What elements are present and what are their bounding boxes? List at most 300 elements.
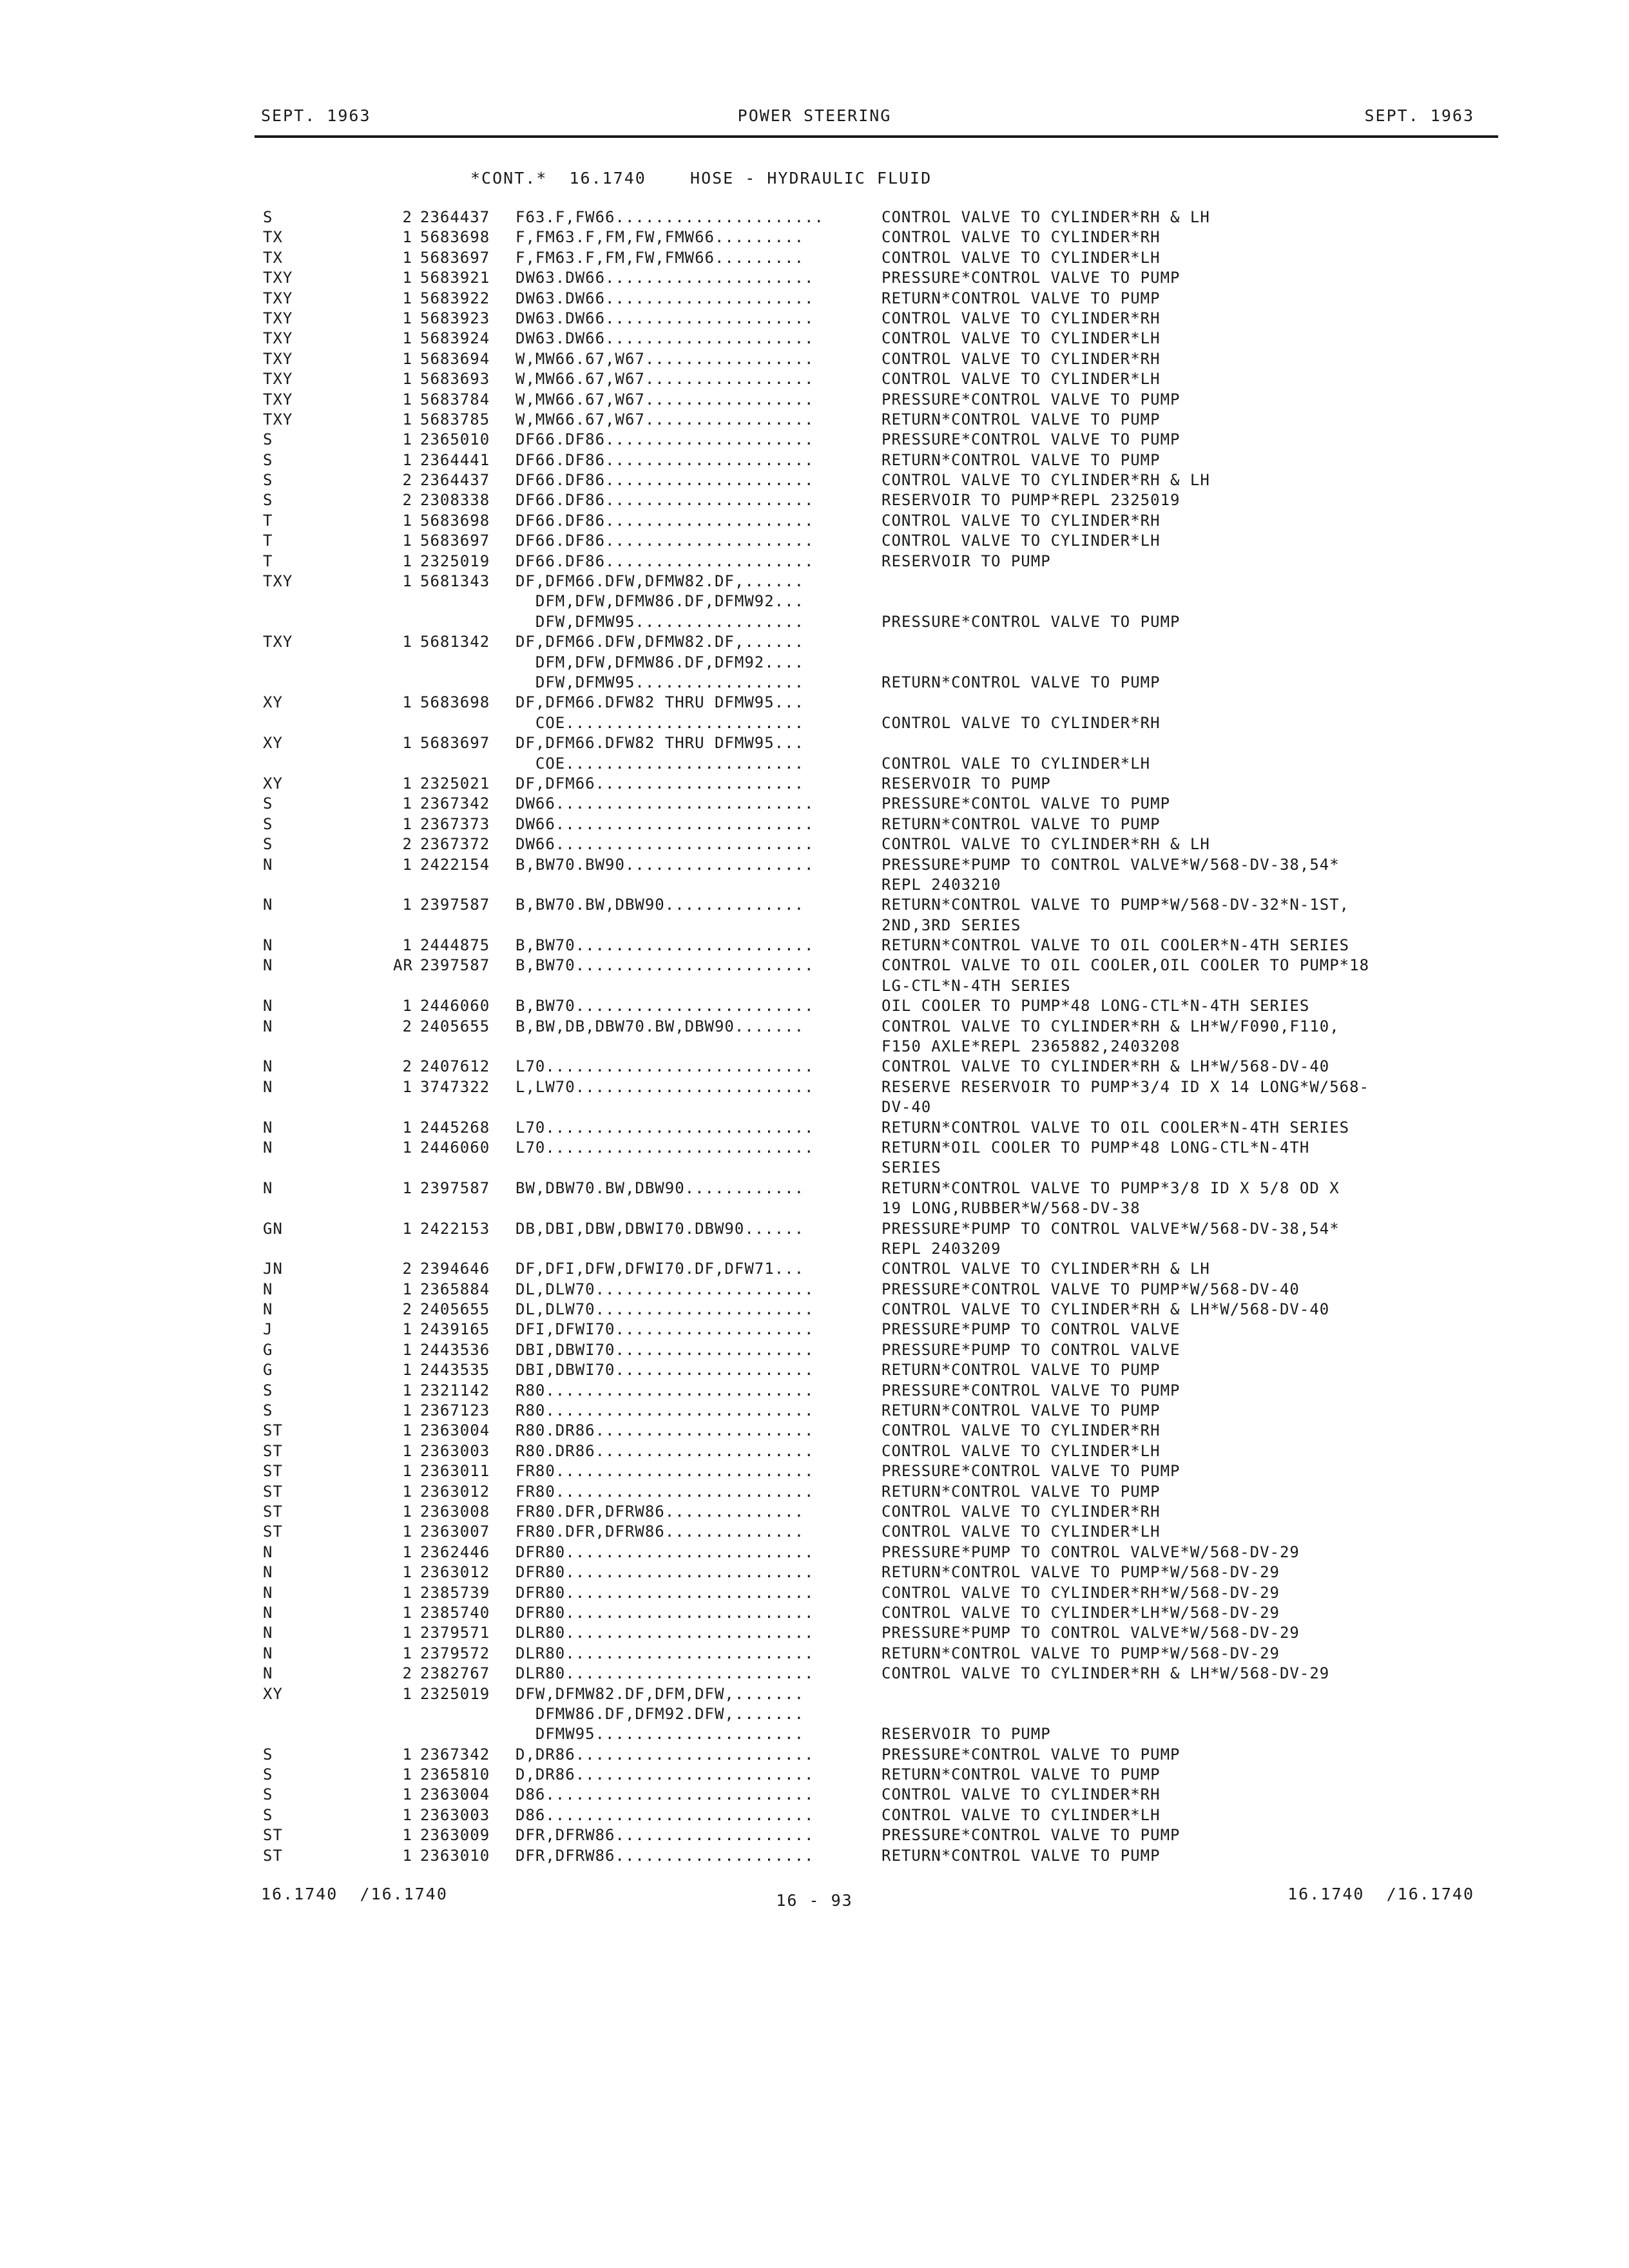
row-part-number: 2385740 <box>420 1603 490 1622</box>
row-part-number: 5683922 <box>420 289 490 307</box>
list-item <box>0 1179 1629 1199</box>
row-quantity: 1 <box>402 896 412 914</box>
row-model: DF66.DF86..................... <box>516 532 815 550</box>
list-item <box>0 208 1629 228</box>
row-description: RETURN*CONTROL VALVE TO PUMP <box>882 289 1161 307</box>
row-code: T <box>263 552 273 570</box>
row-code: XY <box>263 693 283 712</box>
row-description: PRESSURE*CONTROL VALVE TO PUMP <box>882 612 1181 631</box>
row-model: DF66.DF86..................... <box>516 552 815 570</box>
row-code: ST <box>263 1523 283 1541</box>
list-item <box>0 249 1629 269</box>
row-description: RESERVOIR TO PUMP <box>882 552 1051 570</box>
row-quantity: 1 <box>402 1846 412 1865</box>
row-description: CONTROL VALVE TO CYLINDER*RH & LH <box>882 208 1210 226</box>
row-part-number: 2363007 <box>420 1523 490 1541</box>
row-description: CONTROL VALVE TO CYLINDER*LH <box>882 248 1161 267</box>
row-quantity: 1 <box>402 794 412 813</box>
row-description: CONTROL VALVE TO CYLINDER*LH <box>882 1523 1161 1541</box>
list-item <box>0 794 1629 814</box>
row-description: PRESSURE*CONTROL VALVE TO PUMP <box>882 1462 1181 1481</box>
row-quantity: 2 <box>402 835 412 854</box>
list-item <box>0 1158 1629 1178</box>
row-code: GN <box>263 1219 283 1238</box>
row-description: PRESSURE*PUMP TO CONTROL VALVE*W/568-DV-38,54* <box>882 855 1340 874</box>
row-part-number: 5683921 <box>420 269 490 287</box>
row-part-number: 2367372 <box>420 835 490 854</box>
row-description: CONTROL VALVE TO CYLINDER*LH <box>882 1805 1161 1824</box>
row-part-number: 2308338 <box>420 491 490 510</box>
row-code: TXY <box>263 572 293 591</box>
row-model: B,BW,DB,DBW70.BW,DBW90....... <box>516 1017 805 1035</box>
list-item <box>0 1442 1629 1462</box>
row-description: PRESSURE*CONTROL VALVE TO PUMP <box>882 1745 1181 1763</box>
row-description: CONTROL VALVE TO CYLINDER*RH & LH*W/F090,F110, <box>882 1017 1340 1035</box>
row-part-number: 2363008 <box>420 1503 490 1521</box>
row-part-number: 2446060 <box>420 1138 490 1157</box>
row-quantity: 1 <box>402 1503 412 1521</box>
row-part-number: 2363004 <box>420 1785 490 1804</box>
list-item <box>0 1543 1629 1563</box>
row-code: S <box>263 430 273 449</box>
row-description: RETURN*CONTROL VALVE TO PUMP <box>882 450 1161 469</box>
row-part-number: 2443536 <box>420 1340 490 1359</box>
row-model: DFR,DFRW86.................... <box>516 1826 815 1845</box>
row-description: OIL COOLER TO PUMP*48 LONG-CTL*N-4TH SERIES <box>882 997 1310 1015</box>
list-item <box>0 856 1629 876</box>
row-code: N <box>263 1644 273 1662</box>
row-model: F,FM63.F,FM,FW,FMW66......... <box>516 248 805 267</box>
list-item <box>0 1098 1629 1118</box>
row-model: DF,DFM66.DFW82 THRU DFMW95... <box>516 734 805 753</box>
list-item <box>0 592 1629 612</box>
row-quantity: 1 <box>402 269 412 287</box>
list-item <box>0 1523 1629 1542</box>
list-item <box>0 1644 1629 1664</box>
row-model: DF,DFM66.DFW,DFMW82.DF,...... <box>516 633 805 651</box>
row-model: DF,DFM66.DFW82 THRU DFMW95... <box>516 693 805 712</box>
list-item <box>0 1078 1629 1098</box>
row-description: CONTROL VALVE TO CYLINDER*RH <box>882 309 1161 327</box>
list-item <box>0 1462 1629 1482</box>
row-quantity: 1 <box>402 1624 412 1642</box>
list-item <box>0 916 1629 936</box>
row-part-number: 2382767 <box>420 1664 490 1683</box>
row-quantity: 1 <box>402 370 412 389</box>
list-item <box>0 410 1629 430</box>
row-code: S <box>263 1381 273 1399</box>
list-item <box>0 633 1629 653</box>
row-code: XY <box>263 1684 283 1703</box>
row-model: R80........................... <box>516 1381 815 1399</box>
row-part-number: 5683697 <box>420 248 490 267</box>
row-quantity: 1 <box>402 1441 412 1460</box>
row-model: R80.DR86...................... <box>516 1441 815 1460</box>
row-description: RETURN*CONTROL VALVE TO OIL COOLER*N-4TH SERIES <box>882 936 1350 955</box>
row-quantity: 1 <box>402 1523 412 1541</box>
row-code: N <box>263 956 273 975</box>
row-part-number: 5683697 <box>420 734 490 753</box>
list-item <box>0 228 1629 248</box>
row-model: BW,DBW70.BW,DBW90............ <box>516 1178 805 1197</box>
row-code: J <box>263 1320 273 1339</box>
row-model: DW63.DW66..................... <box>516 329 815 348</box>
row-part-number: 2362446 <box>420 1542 490 1561</box>
row-description: RETURN*CONTROL VALVE TO PUMP <box>882 1765 1161 1784</box>
row-code: N <box>263 1300 273 1319</box>
row-description: RESERVE RESERVOIR TO PUMP*3/4 ID X 14 LONG*W/568- <box>882 1077 1370 1096</box>
row-model: DFR80......................... <box>516 1603 815 1622</box>
row-part-number: 5683693 <box>420 370 490 389</box>
list-item <box>0 1705 1629 1725</box>
row-description: PRESSURE*PUMP TO CONTROL VALVE <box>882 1320 1181 1339</box>
row-quantity: 1 <box>402 228 412 247</box>
row-model: DF66.DF86..................... <box>516 491 815 510</box>
row-part-number: 2363004 <box>420 1421 490 1440</box>
row-quantity: 1 <box>402 1482 412 1501</box>
row-part-number: 5683785 <box>420 410 490 428</box>
row-description: CONTROL VALVE TO CYLINDER*LH <box>882 1441 1161 1460</box>
row-code: S <box>263 1745 273 1763</box>
row-code: N <box>263 1563 273 1582</box>
list-item <box>0 1320 1629 1340</box>
footer-index-right: 16.1740 /16.1740 <box>1287 1885 1474 1903</box>
row-quantity: 1 <box>402 1401 412 1420</box>
list-item <box>0 936 1629 956</box>
row-quantity: 1 <box>402 1421 412 1440</box>
header-date-right: SEPT. 1963 <box>1364 106 1474 125</box>
row-code: S <box>263 450 273 469</box>
list-item <box>0 1826 1629 1846</box>
row-part-number: 2397587 <box>420 1178 490 1197</box>
row-quantity: 2 <box>402 1300 412 1319</box>
list-item <box>0 997 1629 1017</box>
list-item <box>0 734 1629 754</box>
list-item <box>0 1401 1629 1421</box>
row-quantity: 1 <box>402 410 412 428</box>
row-code: N <box>263 1280 273 1298</box>
row-code: XY <box>263 774 283 793</box>
row-quantity: 1 <box>402 1785 412 1804</box>
row-model: W,MW66.67,W67................. <box>516 370 815 389</box>
row-code: TXY <box>263 410 293 428</box>
row-code: TX <box>263 248 283 267</box>
row-model: COE........................ <box>516 713 805 732</box>
row-code: ST <box>263 1503 283 1521</box>
row-model: DFW,DFMW95................. <box>516 612 805 631</box>
row-description: RETURN*CONTROL VALVE TO PUMP*W/568-DV-29 <box>882 1644 1280 1662</box>
row-description: RETURN*CONTROL VALVE TO PUMP <box>882 673 1161 691</box>
row-quantity: 1 <box>402 774 412 793</box>
row-model: B,BW70........................ <box>516 956 815 975</box>
list-item <box>0 1584 1629 1604</box>
row-part-number: 5683694 <box>420 349 490 368</box>
list-item <box>0 1745 1629 1765</box>
row-code: ST <box>263 1846 283 1865</box>
row-description: CONTROL VALVE TO CYLINDER*LH*W/568-DV-29 <box>882 1603 1280 1622</box>
row-code: N <box>263 1583 273 1602</box>
list-item <box>0 1381 1629 1401</box>
row-part-number: 5681343 <box>420 572 490 591</box>
row-part-number: 2367373 <box>420 814 490 833</box>
row-quantity: 2 <box>402 1664 412 1683</box>
row-quantity: 1 <box>402 1563 412 1582</box>
list-item <box>0 956 1629 976</box>
row-part-number: 2445268 <box>420 1118 490 1137</box>
row-model: DW63.DW66..................... <box>516 289 815 307</box>
row-quantity: 1 <box>402 936 412 955</box>
row-description: RESERVOIR TO PUMP <box>882 774 1051 793</box>
row-code: N <box>263 1057 273 1076</box>
row-description: RETURN*CONTROL VALVE TO PUMP <box>882 1401 1161 1420</box>
list-item <box>0 774 1629 794</box>
row-model: DF66.DF86..................... <box>516 511 815 530</box>
row-quantity: 1 <box>402 1745 412 1763</box>
row-part-number: 2363003 <box>420 1441 490 1460</box>
row-model: DFW,DFMW82.DF,DFM,DFW,....... <box>516 1684 805 1703</box>
list-item <box>0 1300 1629 1320</box>
row-description: CONTROL VALE TO CYLINDER*LH <box>882 754 1151 773</box>
row-part-number: 2439165 <box>420 1320 490 1339</box>
row-model: DFR80......................... <box>516 1563 815 1582</box>
list-item <box>0 390 1629 410</box>
row-part-number: 2379571 <box>420 1624 490 1642</box>
row-quantity: 1 <box>402 1280 412 1298</box>
row-code: N <box>263 997 273 1015</box>
list-item <box>0 1260 1629 1280</box>
list-item <box>0 572 1629 592</box>
row-code: N <box>263 1118 273 1137</box>
row-model: L70........................... <box>516 1118 815 1137</box>
row-code: TXY <box>263 633 293 651</box>
row-description: PRESSURE*CONTROL VALVE TO PUMP <box>882 390 1181 408</box>
list-item <box>0 1765 1629 1785</box>
row-model: D86........................... <box>516 1785 815 1804</box>
row-description: 19 LONG,RUBBER*W/568-DV-38 <box>882 1199 1141 1218</box>
row-model: COE........................ <box>516 754 805 773</box>
row-part-number: 2325019 <box>420 1684 490 1703</box>
row-part-number: 2363012 <box>420 1563 490 1582</box>
row-description: CONTROL VALVE TO CYLINDER*RH & LH*W/568-DV-29 <box>882 1664 1330 1683</box>
row-model: DFM,DFW,DFMW86.DF,DFMW92... <box>516 592 805 611</box>
list-item <box>0 1421 1629 1441</box>
row-code: ST <box>263 1421 283 1440</box>
row-quantity: 1 <box>402 511 412 530</box>
row-description: RETURN*CONTROL VALVE TO PUMP <box>882 410 1161 428</box>
list-item <box>0 1685 1629 1705</box>
row-quantity: 1 <box>402 1583 412 1602</box>
row-code: ST <box>263 1441 283 1460</box>
row-description: PRESSURE*PUMP TO CONTROL VALVE*W/568-DV-29 <box>882 1624 1300 1642</box>
row-quantity: 1 <box>402 1542 412 1561</box>
row-model: DF,DFM66.DFW,DFMW82.DF,...... <box>516 572 805 591</box>
row-quantity: 1 <box>402 1381 412 1399</box>
row-part-number: 2422154 <box>420 855 490 874</box>
row-quantity: 1 <box>402 1684 412 1703</box>
row-model: D,DR86........................ <box>516 1745 815 1763</box>
row-description: RETURN*CONTROL VALVE TO OIL COOLER*N-4TH SERIES <box>882 1118 1350 1137</box>
row-code: N <box>263 936 273 955</box>
row-part-number: 2446060 <box>420 997 490 1015</box>
row-part-number: 5683924 <box>420 329 490 348</box>
row-part-number: 2444875 <box>420 936 490 955</box>
row-description: CONTROL VALVE TO CYLINDER*RH <box>882 1785 1161 1804</box>
row-part-number: 2363011 <box>420 1462 490 1481</box>
row-model: F,FM63.F,FM,FW,FMW66......... <box>516 228 805 247</box>
row-model: DBI,DBWI70.................... <box>516 1361 815 1379</box>
row-description: RETURN*CONTROL VALVE TO PUMP <box>882 1482 1161 1501</box>
row-description: RESERVOIR TO PUMP*REPL 2325019 <box>882 491 1181 510</box>
row-description: PRESSURE*CONTOL VALVE TO PUMP <box>882 794 1171 813</box>
row-part-number: 2363003 <box>420 1805 490 1824</box>
list-item <box>0 693 1629 713</box>
row-code: N <box>263 1664 273 1683</box>
list-item <box>0 1847 1629 1867</box>
row-description: RETURN*OIL COOLER TO PUMP*48 LONG-CTL*N-4TH <box>882 1138 1310 1157</box>
row-quantity: 1 <box>402 450 412 469</box>
list-item <box>0 1119 1629 1139</box>
row-quantity: 1 <box>402 1644 412 1662</box>
row-code: ST <box>263 1462 283 1481</box>
row-description: RETURN*CONTROL VALVE TO PUMP*3/8 ID X 5/8 OD X <box>882 1178 1340 1197</box>
list-item <box>0 471 1629 491</box>
row-quantity: 1 <box>402 1805 412 1824</box>
row-part-number: 5683698 <box>420 693 490 712</box>
row-description: REPL 2403209 <box>882 1239 1001 1258</box>
row-quantity: 2 <box>402 1017 412 1035</box>
row-code: TXY <box>263 390 293 408</box>
row-quantity: 1 <box>402 1603 412 1622</box>
list-item <box>0 977 1629 997</box>
row-quantity: 1 <box>402 572 412 591</box>
row-code: S <box>263 471 273 490</box>
row-code: S <box>263 794 273 813</box>
row-description: DV-40 <box>882 1098 932 1117</box>
row-code: XY <box>263 734 283 753</box>
row-code: S <box>263 1785 273 1804</box>
row-quantity: 2 <box>402 1260 412 1278</box>
row-model: W,MW66.67,W67................. <box>516 349 815 368</box>
row-quantity: 1 <box>402 1118 412 1137</box>
list-item <box>0 370 1629 390</box>
row-model: DF,DFM66..................... <box>516 774 805 793</box>
row-code: TXY <box>263 370 293 389</box>
row-part-number: 2422153 <box>420 1219 490 1238</box>
row-code: S <box>263 814 273 833</box>
list-item <box>0 1220 1629 1240</box>
row-code: ST <box>263 1826 283 1845</box>
parts-list <box>0 208 1629 1867</box>
row-part-number: 2407612 <box>420 1057 490 1076</box>
row-quantity: 1 <box>402 734 412 753</box>
row-quantity: 1 <box>402 1340 412 1359</box>
row-model: B,BW70........................ <box>516 936 815 955</box>
list-item <box>0 309 1629 329</box>
row-quantity: 1 <box>402 693 412 712</box>
row-code: S <box>263 1805 273 1824</box>
row-description: CONTROL VALVE TO CYLINDER*RH & LH <box>882 835 1210 854</box>
row-quantity: 1 <box>402 329 412 348</box>
row-part-number: 2367123 <box>420 1401 490 1420</box>
list-item <box>0 269 1629 289</box>
row-model: DFMW95..................... <box>516 1725 805 1744</box>
row-description: RETURN*CONTROL VALVE TO PUMP <box>882 1361 1161 1379</box>
list-item <box>0 1624 1629 1644</box>
row-model: DFI,DFWI70.................... <box>516 1320 815 1339</box>
row-quantity: 1 <box>402 1765 412 1784</box>
list-item <box>0 714 1629 734</box>
row-quantity: 2 <box>402 208 412 226</box>
list-item <box>0 653 1629 673</box>
list-item <box>0 329 1629 349</box>
row-code: TX <box>263 228 283 247</box>
row-code: N <box>263 1077 273 1096</box>
row-model: F63.F,FW66..................... <box>516 208 824 226</box>
list-item <box>0 815 1629 835</box>
row-quantity: 1 <box>402 1077 412 1096</box>
row-quantity: 1 <box>402 1462 412 1481</box>
row-model: DFR80......................... <box>516 1583 815 1602</box>
row-code: TXY <box>263 289 293 307</box>
row-part-number: 3747322 <box>420 1077 490 1096</box>
row-quantity: AR <box>393 956 413 975</box>
row-code: N <box>263 1138 273 1157</box>
row-code: N <box>263 896 273 914</box>
row-part-number: 2385739 <box>420 1583 490 1602</box>
row-model: R80.DR86...................... <box>516 1421 815 1440</box>
row-part-number: 2363010 <box>420 1846 490 1865</box>
row-model: FR80.DFR,DFRW86.............. <box>516 1523 805 1541</box>
row-model: DB,DBI,DBW,DBWI70.DBW90...... <box>516 1219 805 1238</box>
row-model: D,DR86........................ <box>516 1765 815 1784</box>
row-quantity: 1 <box>402 1320 412 1339</box>
row-quantity: 1 <box>402 1361 412 1379</box>
row-quantity: 1 <box>402 552 412 570</box>
list-item <box>0 1280 1629 1300</box>
row-description: RETURN*CONTROL VALVE TO PUMP*W/568-DV-29 <box>882 1563 1280 1582</box>
row-quantity: 1 <box>402 309 412 327</box>
row-model: DLR80......................... <box>516 1664 815 1683</box>
row-part-number: 2397587 <box>420 896 490 914</box>
row-description: RESERVOIR TO PUMP <box>882 1725 1051 1744</box>
list-item <box>0 1361 1629 1381</box>
row-code: TXY <box>263 309 293 327</box>
row-description: PRESSURE*CONTROL VALVE TO PUMP <box>882 430 1181 449</box>
list-item <box>0 754 1629 774</box>
list-item <box>0 1664 1629 1684</box>
row-code: N <box>263 1624 273 1642</box>
row-quantity: 1 <box>402 1178 412 1197</box>
list-item <box>0 1785 1629 1805</box>
row-model: DFR,DFRW86.................... <box>516 1846 815 1865</box>
list-item <box>0 532 1629 552</box>
list-item <box>0 896 1629 916</box>
row-code: JN <box>263 1260 283 1278</box>
row-part-number: 5683697 <box>420 532 490 550</box>
row-model: DFMW86.DF,DFM92.DFW,....... <box>516 1704 805 1723</box>
list-item <box>0 1240 1629 1260</box>
row-code: S <box>263 491 273 510</box>
row-code: T <box>263 532 273 550</box>
row-description: CONTROL VALVE TO CYLINDER*RH <box>882 1421 1161 1440</box>
list-item <box>0 1037 1629 1057</box>
row-code: G <box>263 1361 273 1379</box>
row-code: N <box>263 1178 273 1197</box>
row-description: PRESSURE*PUMP TO CONTROL VALVE*W/568-DV-38,54* <box>882 1219 1340 1238</box>
list-item <box>0 350 1629 370</box>
row-quantity: 1 <box>402 248 412 267</box>
list-item <box>0 491 1629 511</box>
